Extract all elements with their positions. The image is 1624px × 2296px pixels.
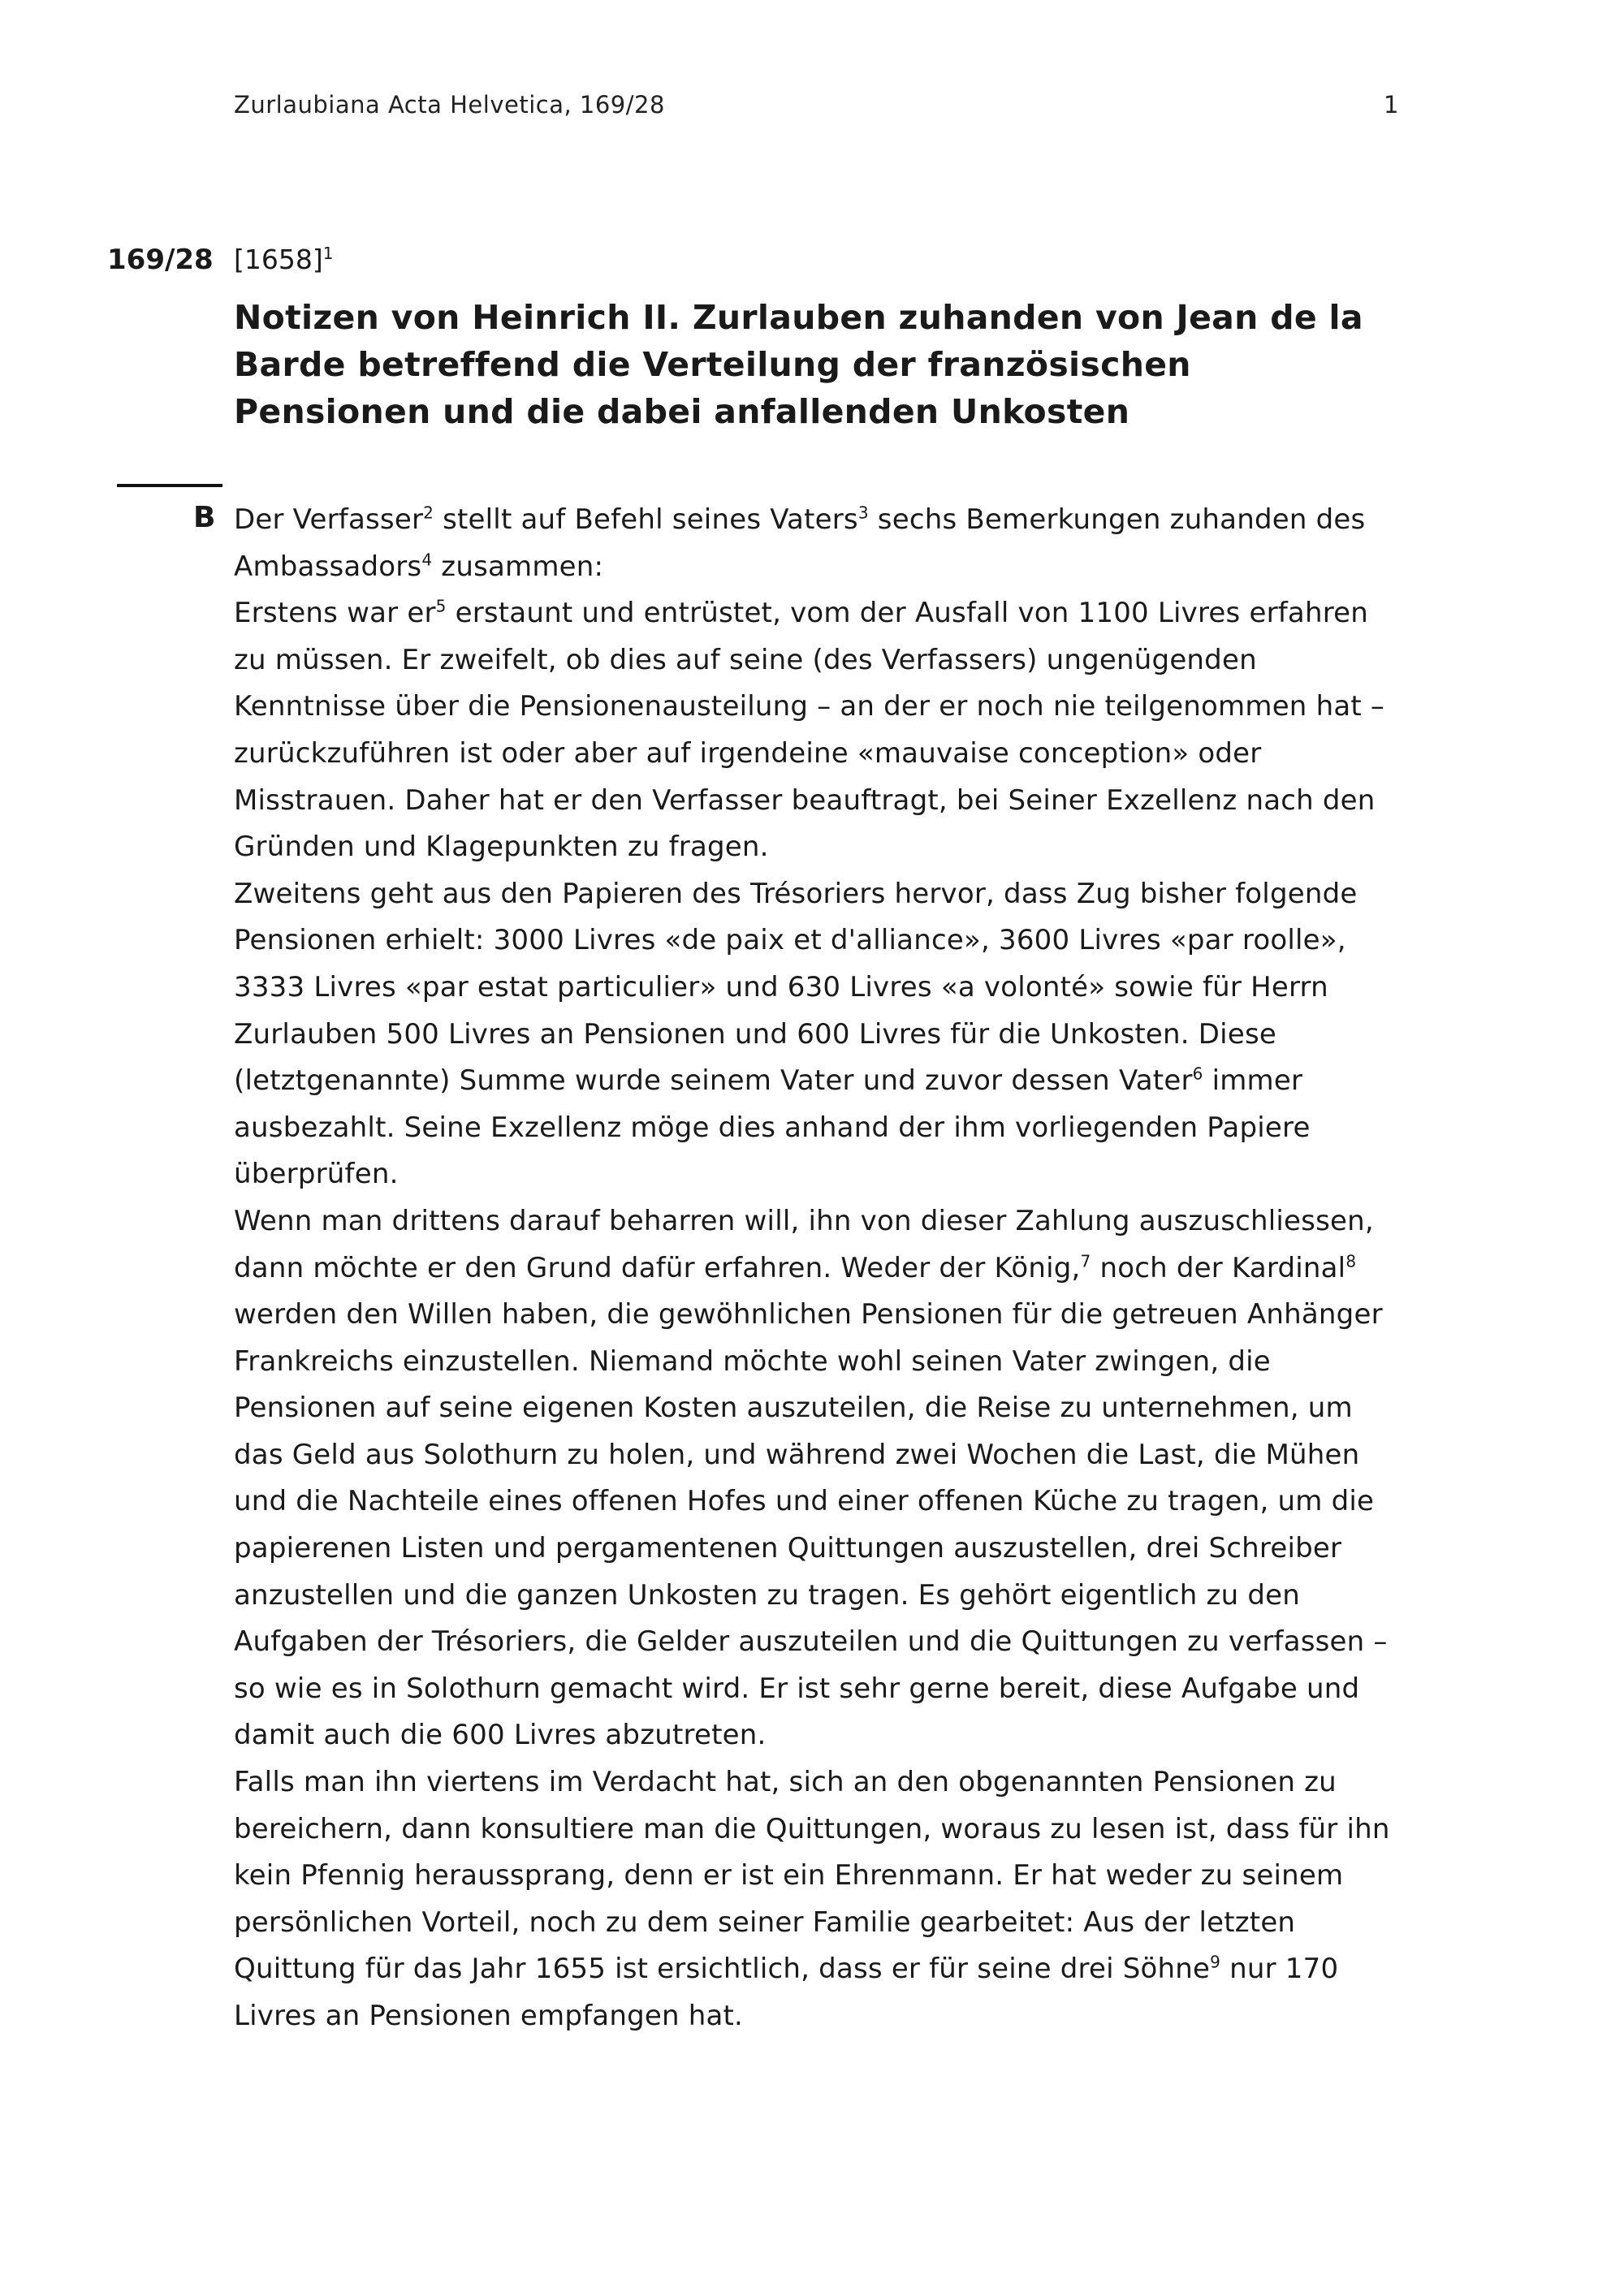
date-text: [1658] [234, 244, 323, 275]
footnote-ref: 6 [1192, 1064, 1203, 1084]
document-date [234, 244, 333, 275]
section-rule [117, 484, 222, 487]
paragraph-first [234, 590, 1403, 871]
text-run: Der Verfasser [234, 503, 424, 536]
document-body [234, 497, 1403, 2040]
paragraph-intro [234, 497, 1403, 590]
footnote-ref: 7 [1080, 1251, 1091, 1271]
text-run: erstaunt und entrüstet, vom der Ausfall von 1100 Livres erfahren zu müssen. Er zweifelt, ob dies auf seine (des Verfassers) ungenügenden Kenntnisse über die Pensionenausteilung – an der er noch nie teilgenommen hat – zurückzuführen ist oder aber auf irgendeine «mauvaise conception» oder Misstrauen. Daher hat er den Verfasser beauftragt, bei Seiner Exzellenz nach den Gründen und Klagepunkten zu fragen. [234, 597, 1385, 864]
text-run: Zweitens geht aus den Papieren des Trésoriers hervor, dass Zug bisher folgende Pensionen erhielt: 3000 Livres «de paix et d'alliance», 3600 Livres «par roolle», 3333 Livres «par estat particulier» und 630 Livres «a volonté» sowie für Herrn Zurlauben 500 Livres an Pensionen und 600 Livres für die Unkosten. Diese (letztgenannte) Summe wurde seinem Vater und zuvor dessen Vater [234, 877, 1358, 1098]
document-number: 169/28 [107, 244, 214, 276]
paragraph-third [234, 1198, 1403, 1759]
footnote-ref: 5 [435, 596, 447, 616]
text-run: werden den Willen haben, die gewöhnlichen Pensionen für die getreuen Anhänger Frankreichs einzustellen. Niemand möchte wohl seinen Vater zwingen, die Pensionen auf seine eigenen Kosten auszuteilen, die Reise zu unternehmen, um das Geld aus Solothurn zu holen, und während zwei Wochen die Last, die Mühen und die Nachteile eines offenen Hofes und einer offenen Küche zu tragen, um die papierenen Listen und pergamentenen Quittungen auszustellen, drei Schreiber anzustellen und die ganzen Unkosten zu tragen. Es gehört eigentlich zu den Aufgaben der Trésoriers, die Gelder auszuteilen und die Quittungen zu verfassen – so wie es in Solothurn gemacht wird. Er ist sehr gerne bereit, diese Aufgabe und damit auch die 600 Livres abzutreten. [234, 1298, 1388, 1752]
text-run: nur 170 Livres an Pensionen empfangen hat. [234, 1953, 1339, 2032]
running-title: Zurlaubiana Acta Helvetica, 169/28 [234, 91, 665, 119]
footnote-ref: 8 [1345, 1251, 1357, 1271]
text-run: Falls man ihn viertens im Verdacht hat, sich an den obgenannten Pensionen zu bereichern, dann konsultiere man die Quittungen, woraus zu lesen ist, dass für ihn kein Pfennig heraussprang, denn er ist ein Ehrenmann. Er hat weder zu seinem persönlichen Vorteil, noch zu dem seiner Familie gearbeitet: Aus der letzten Quittung für das Jahr 1655 ist ersichtlich, dass er für seine drei Söhne [234, 1766, 1390, 1986]
source-marker: B [193, 501, 216, 534]
paragraph-fourth [234, 1759, 1403, 2040]
paragraph-second [234, 871, 1403, 1198]
text-run: Wenn man drittens darauf beharren will, ihn von dieser Zahlung auszuschliessen, dann möchte er den Grund dafür erfahren. Weder der König, [234, 1204, 1374, 1284]
text-run: zusammen: [432, 550, 604, 583]
text-run: noch der Kardinal [1091, 1251, 1346, 1284]
page-number: 1 [1384, 91, 1399, 119]
text-run: stellt auf Befehl seines Vaters [434, 503, 858, 536]
running-head [234, 91, 1399, 119]
document-title: Notizen von Heinrich II. Zurlauben zuhanden von Jean de la Barde betreffend die Verteilung der französischen Pensionen und die dabei anfallenden Unkosten [234, 298, 1363, 431]
footnote-ref: 9 [1210, 1953, 1221, 1973]
footnote-ref: 2 [423, 503, 434, 523]
text-run: Erstens war er [234, 597, 436, 630]
footnote-ref: 3 [857, 503, 869, 523]
footnote-ref: 1 [322, 244, 334, 263]
text-run: immer ausbezahlt. Seine Exzellenz möge dies anhand der ihm vorliegenden Papiere überprüfen. [234, 1064, 1311, 1191]
footnote-ref: 4 [421, 550, 433, 570]
text-run: sechs Bemerkungen zuhanden des Ambassadors [234, 503, 1366, 583]
